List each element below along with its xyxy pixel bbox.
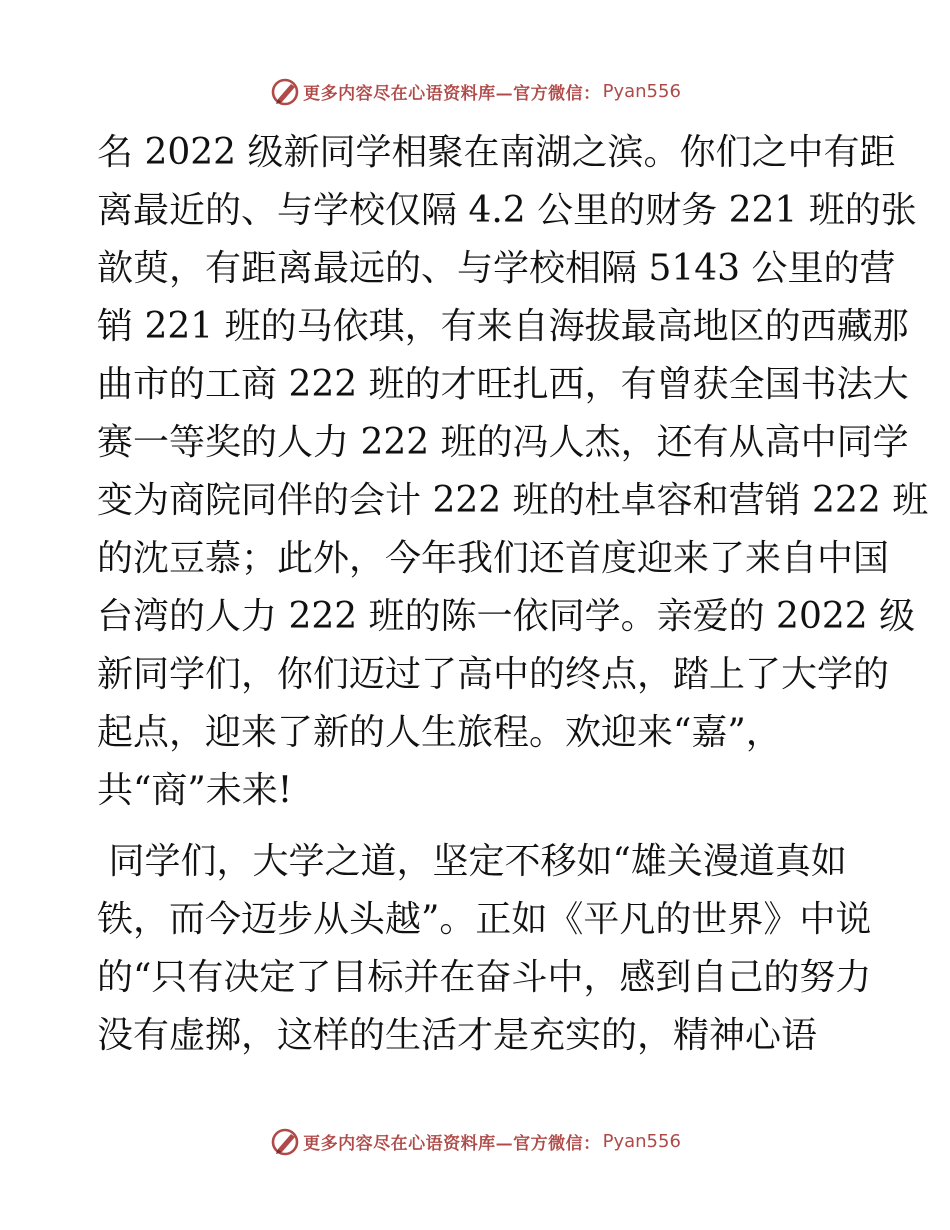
- header-wechat-id: Pyan556: [602, 80, 681, 102]
- paragraph-gap: [97, 820, 857, 833]
- text-line: 曲市的工商 222 班的才旺扎西，有曾获全国书法大: [97, 364, 909, 405]
- text-line: 的沈豆慕；此外，今年我们还首度迎来了来自中国: [97, 538, 890, 579]
- text-line: 台湾的人力 222 班的陈一依同学。亲爱的 2022 级: [97, 596, 916, 637]
- text-line: 同学们，大学之道，坚定不移如“雄关漫道真如: [97, 841, 847, 882]
- paragraph-1: [97, 124, 929, 820]
- text-line: 共“商”未来!: [97, 770, 293, 811]
- footer-wechat-id: Pyan556: [602, 1130, 681, 1152]
- text-line: 没有虚掷，这样的生活才是充实的，精神心语: [97, 1015, 818, 1056]
- text-line: 赛一等奖的人力 222 班的冯人杰，还有从高中同学: [97, 422, 909, 463]
- paragraph-2: [97, 833, 872, 1065]
- text-line: 销 221 班的马依琪，有来自海拔最高地区的西藏那: [97, 306, 909, 347]
- pen-circle-logo-icon: [269, 75, 301, 107]
- pen-circle-logo-icon: [269, 1125, 301, 1157]
- text-line: 的“只有决定了目标并在奋斗中，感到自己的努力: [97, 957, 872, 998]
- text-line: 离最近的、与学校仅隔 4.2 公里的财务 221 班的张: [97, 190, 917, 231]
- document-body: [97, 124, 929, 1065]
- footer-slogan: 更多内容尽在心语资料库—官方微信：: [303, 1133, 601, 1154]
- text-line: 名 2022 级新同学相聚在南湖之滨。你们之中有距: [97, 132, 896, 173]
- text-line: 铁，而今迈步从头越”。正如《平凡的世界》中说: [97, 899, 872, 940]
- text-line: 新同学们，你们迈过了高中的终点，踏上了大学的: [97, 654, 890, 695]
- header-banner: [0, 74, 950, 108]
- header-slogan: 更多内容尽在心语资料库—官方微信：: [303, 83, 601, 104]
- text-line: 起点，迎来了新的人生旅程。欢迎来“嘉”，: [97, 712, 782, 753]
- text-line: 歆萸，有距离最远的、与学校相隔 5143 公里的营: [97, 248, 896, 289]
- text-line: 变为商院同伴的会计 222 班的杜卓容和营销 222 班: [97, 480, 929, 521]
- footer-banner: [0, 1124, 950, 1158]
